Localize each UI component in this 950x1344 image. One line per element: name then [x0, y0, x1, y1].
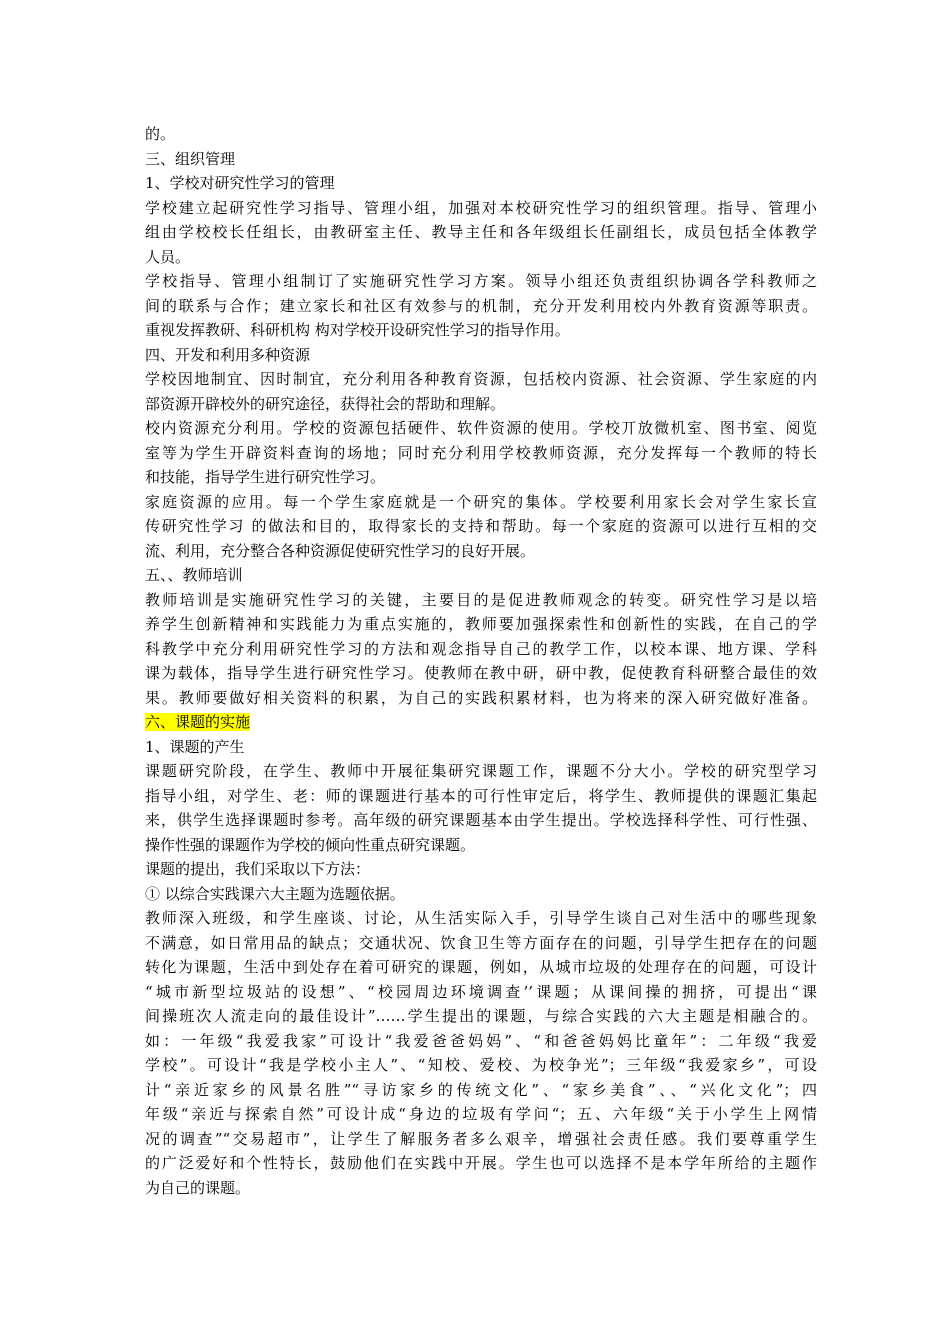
text-line: 如：一年级“我爱我家”可设计“我爱爸爸妈妈”、“和爸爸妈妈比童年”：二年级“我爱: [145, 1031, 817, 1050]
text-line: 1、课题的产生: [145, 737, 245, 756]
text-line: 1、学校对研究性学习的管理: [145, 174, 335, 192]
text-line: 学校建立起研究性学习指导、管理小组，加强对本校研究性学习的组织管理。指导、管理小: [145, 198, 817, 217]
text-line: 科教学中充分利用研究性学习的方法和观念指导自己的教学工作，以校本课、地方课、学科: [145, 639, 817, 658]
text-line: 年级“亲近与探索自然”可设计成“身边的垃圾有学问“；五、六年级“关于小学生上网情: [145, 1105, 817, 1123]
text-line: 指导小组，对学生、老：师的课题进行基本的可行性审定后，将学生、教师提供的课题汇集起: [145, 786, 817, 805]
text-line: ① 以综合实践课六大主题为选题依据。: [145, 884, 405, 903]
text-line: 组由学校校长任组长，由教研室主任、教导主任和各年级组长任副组长，成员包括全体教学: [145, 223, 817, 241]
highlighted-heading-text: 六、课题的实施: [145, 713, 251, 731]
text-line: “城市新型垃圾站的设想”、“校园周边环境调查’’课题；从课间操的拥挤，可提出“课: [145, 982, 817, 1001]
text-line: 转化为课题，生活中到处存在着可研究的课题，例如，从城市垃圾的处理存在的问题，可设计: [145, 958, 817, 976]
text-line: 四、开发和利用多种资源: [145, 345, 311, 364]
text-line: 重视发挥教研、科研机构 构对学校开设研究性学习的指导作用。: [145, 321, 570, 339]
text-line: 操作性强的课题作为学校的倾向性重点研究课题。: [145, 835, 476, 854]
text-line: 养学生创新精神和实践能力为重点实施的，教师要加强探索性和创新性的实践，在自己的学: [145, 615, 817, 633]
text-line: 教师深入班级，和学生座谈、讨论，从生活实际入手，引导学生谈自己对生活中的哪些现象: [145, 909, 817, 927]
text-line: 部资源开辟校外的研究途径，获得社会的帮助和理解。: [145, 394, 506, 413]
text-line: 的。: [145, 125, 176, 143]
text-line: 校内资源充分利用。学校的资源包括硬件、软件资源的使用。学校丌放微机室、图书室、阅览: [145, 419, 817, 437]
text-line: 学校指导、管理小组制订了实施研究性学习方案。领导小组还负责组织协调各学科教师之: [145, 272, 817, 290]
text-line: 间的联系与合作；建立家长和社区有效参与的机制，充分开发利用校内外教育资源等职责。: [145, 296, 817, 315]
text-line: 课题的提出，我们采取以下方法：: [145, 860, 371, 878]
text-line: 传研究性学习 的做法和目的，取得家长的支持和帮助。每一个家庭的资源可以进行互相的交: [145, 517, 817, 535]
document-body: [145, 122, 817, 1200]
text-line: 人员。: [145, 247, 191, 266]
text-line: 来，供学生选择课题时参考。高年级的研究课题基本由学生提出。学校选择科学性、可行性强、: [145, 811, 817, 829]
text-line: 五、、教师培训: [145, 566, 243, 584]
text-line: 为自己的课题。: [145, 1178, 251, 1197]
text-line: 和技能，指导学生进行研究性学习。: [145, 468, 386, 486]
text-line: 的广泛爱好和个性特长，鼓励他们在实践中开展。学生也可以选择不是本学年所给的主题作: [145, 1154, 817, 1172]
text-line: 学校”。可设计“我是学校小主人”、“知校、爱校、为校争光”；三年级“我爱家乡”，可设: [145, 1056, 817, 1074]
text-line: 流、利用，充分整合各种资源促使研究性学习的良好开展。: [145, 541, 536, 560]
text-line: 室等为学生开辟资料查询的场地；同时充分利用学校教师资源，充分发挥每一个教师的特长: [145, 443, 817, 462]
section-heading-highlighted: [145, 710, 817, 735]
text-line: 教师培训是实施研究性学习的关键，主要目的是促进教师观念的转变。研究性学习是以培: [145, 590, 817, 609]
text-line: 课为载体，指导学生进行研究性学习。使教师在教中研，研中教，促使教育科研整合最佳的效: [145, 664, 817, 682]
text-line: 间操班次人流走向的最佳设计”……学生提出的课题，与综合实践的六大主题是相融合的。: [145, 1007, 817, 1025]
text-line: 况的调查”“交易超市”，让学生了解服务者多么艰辛，增强社会责任感。我们要尊重学生: [145, 1129, 817, 1148]
text-line: 果。教师要做好相关资料的积累，为自己的实践积累材料，也为将来的深入研究做好准备。: [145, 688, 817, 707]
text-line: 三、组织管理: [145, 149, 236, 168]
text-line: 家庭资源的应用。每一个学生家庭就是一个研究的集体。学校要利用家长会对学生家长宣: [145, 492, 817, 511]
text-line: 学校因地制宜、因时制宜，充分利用各种教育资源，包括校内资源、社会资源、学生家庭的内: [145, 370, 817, 388]
text-line: 计“亲近家乡的风景名胜”“寻访家乡的传统文化”、“家乡美食”、、“兴化文化”；四: [145, 1080, 817, 1099]
text-line: 课题研究阶段，在学生、教师中开展征集研究课题工作，课题不分大小。学校的研究型学习: [145, 762, 817, 780]
text-line: 不满意，如日常用品的缺点；交通状况、饮食卫生等方面存在的问题，引导学生把存在的问题: [145, 933, 817, 952]
